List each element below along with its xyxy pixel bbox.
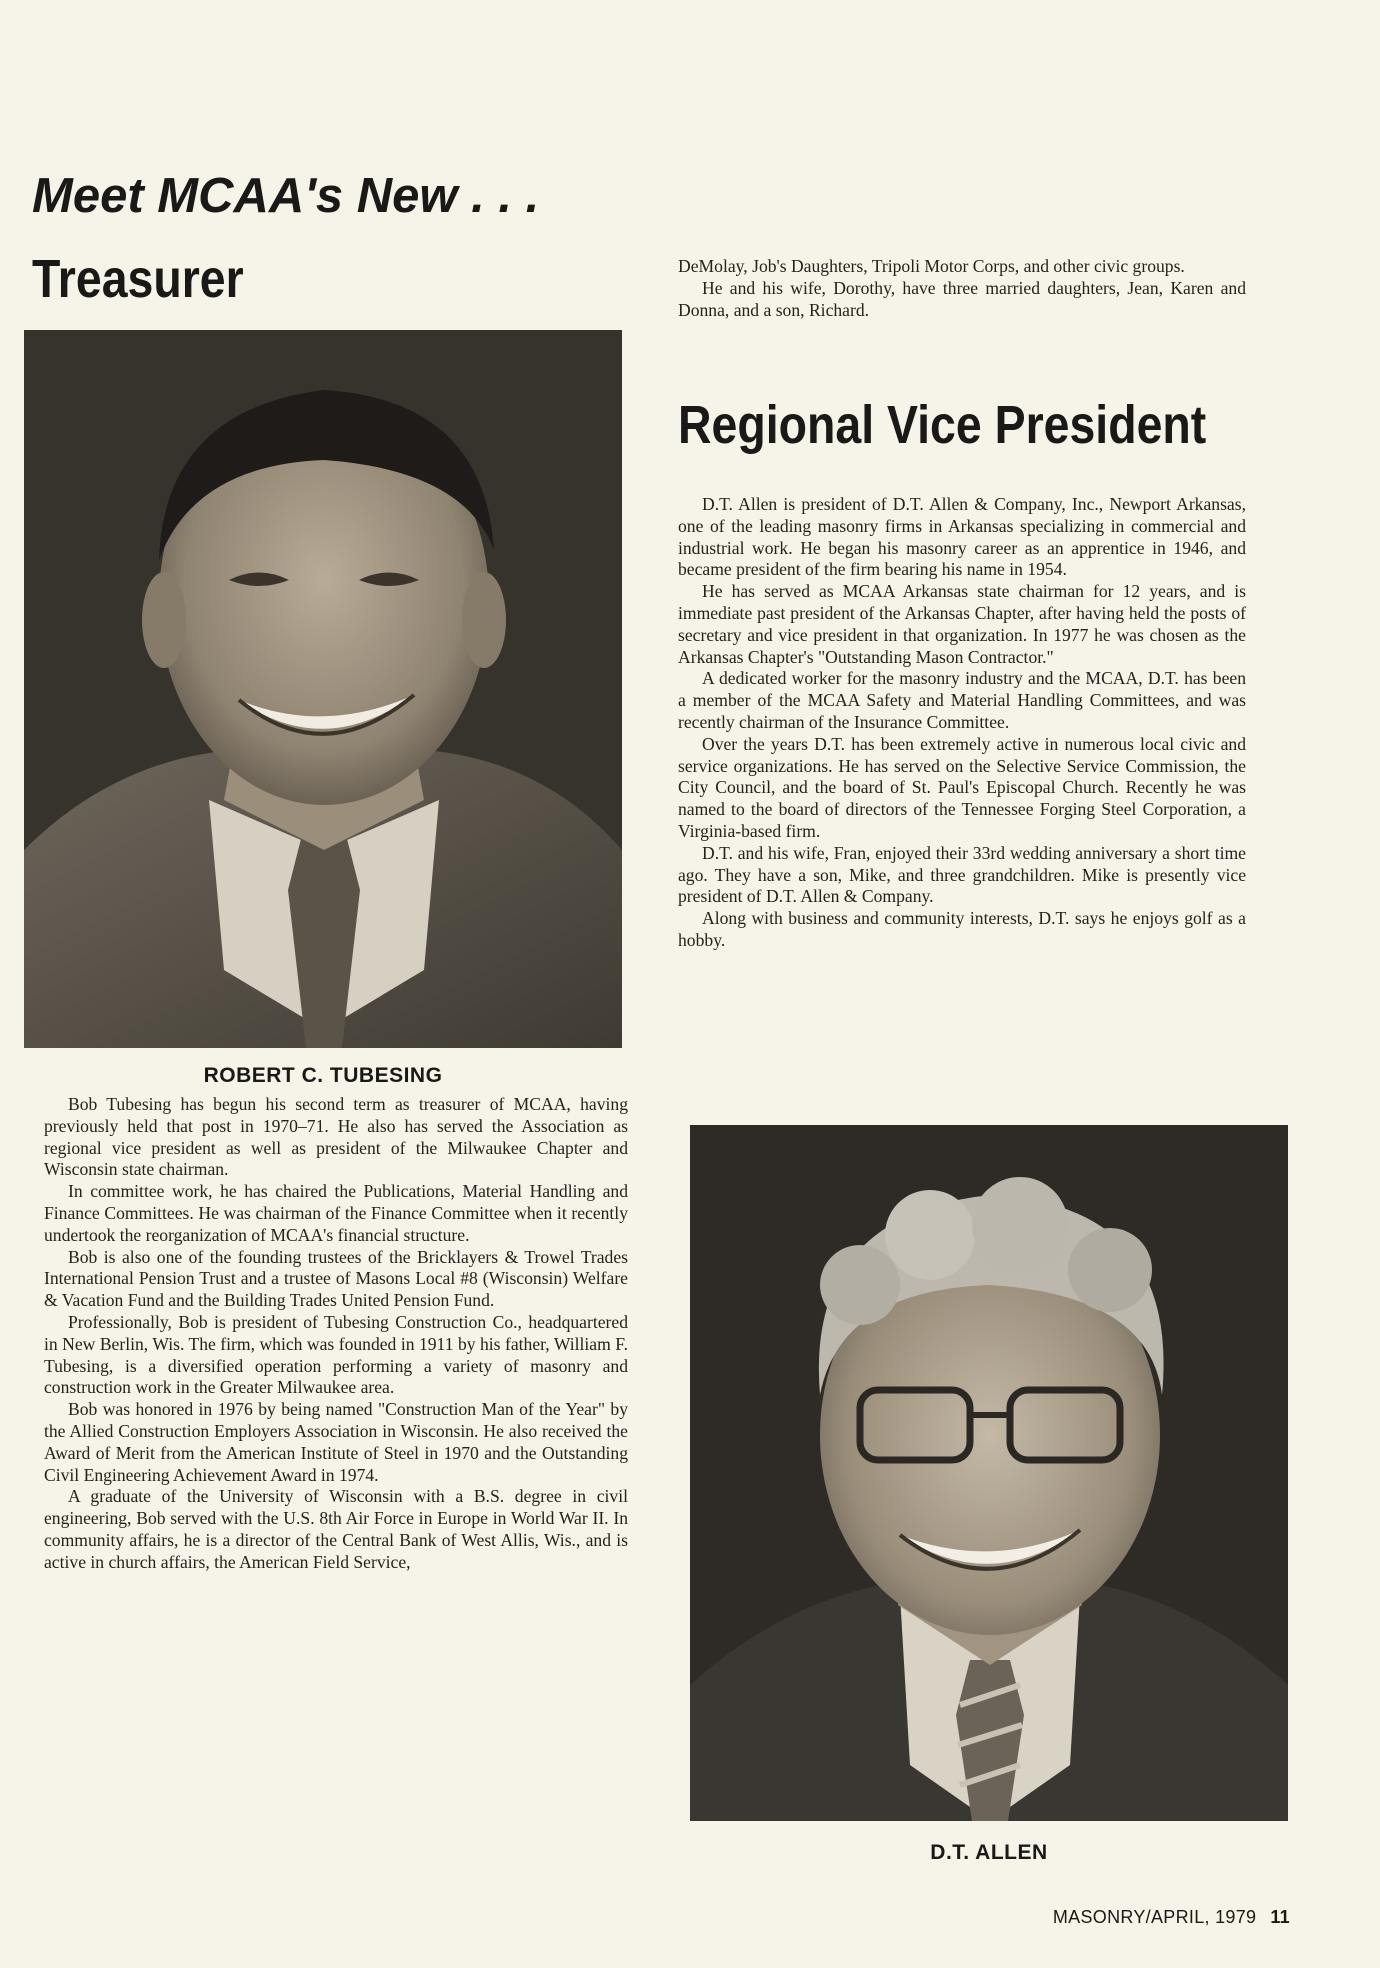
treasurer-continued-paragraph: He and his wife, Dorothy, have three married daughters, Jean, Karen and Donna, and a son, Richard. [678,277,1246,320]
regional-vp-paragraph: Over the years D.T. has been extremely active in numerous local civic and service organizations. He has served on the Selective Service Commission, the City Council, and the board of St. Paul's Episcopal Church. Recently he was named to the board of directors of the Tennessee Forging Steel Corporation, a Virginia-based firm. [678,733,1246,841]
treasurer-paragraph: Professionally, Bob is president of Tubesing Construction Co., headquartered in New Berlin, Wis. The firm, which was founded in 1911 by his father, William F. Tubesing, is a diversified operation performing a variety of masonry and construction work in the Greater Milwaukee area. [44,1311,628,1398]
treasurer-paragraph: A graduate of the University of Wisconsin with a B.S. degree in civil engineering, Bob served with the U.S. 8th Air Force in Europe in World War II. In community affairs, he is a director of the Central Bank of West Allis, Wis., and is active in church affairs, the American Field Service, [44,1486,628,1572]
treasurer-paragraph: Bob Tubesing has begun his second term as treasurer of MCAA, having previously held that post in 1970–71. He also has served the Association as regional vice president as well as president of the Milwaukee Chapter and Wisconsin state chairman. [44,1094,628,1180]
regional-vp-paragraph: A dedicated worker for the masonry industry and the MCAA, D.T. has been a member of the MCAA Safety and Material Handling Committees, and was recently chairman of the Insurance Committee. [678,668,1246,732]
regional-vp-paragraph: D.T. Allen is president of D.T. Allen & Company, Inc., Newport Arkansas, one of the leading masonry firms in Arkansas specializing in commercial and industrial work. He began his masonry career as an apprentice in 1946, and became president of the firm bearing his name in 1954. [678,494,1246,580]
treasurer-paragraph: In committee work, he has chaired the Publications, Material Handling and Finance Committees. He was chairman of the Finance Committee when it recently undertook the reorganization of MCAA's financial structure. [44,1181,628,1245]
page-number: 11 [1270,1907,1290,1927]
tubesing-caption: ROBERT C. TUBESING [203,1064,443,1087]
page-footer [1053,1907,1290,1928]
treasurer-paragraph: Bob was honored in 1976 by being named "Construction Man of the Year" by the Allied Construction Employers Association in Wisconsin. He also received the Award of Merit from the American Institute of Steel in 1970 and the Outstanding Civil Engineering Achievement Award in 1974. [44,1399,628,1485]
regional-vp-article-body [678,494,1246,952]
allen-portrait-photo [690,1125,1288,1821]
treasurer-section-title: Treasurer [32,249,244,309]
regional-vp-section-title: Regional Vice President [678,395,1207,455]
allen-portrait-illustration [690,1125,1288,1821]
treasurer-paragraph: Bob is also one of the founding trustees of the Bricklayers & Trowel Trades International Pension Trust and a trustee of Masons Local #8 (Wisconsin) Welfare & Vacation Fund and the Building Trades United Pension Fund. [44,1246,628,1311]
treasurer-article-continued [678,256,1246,321]
tubesing-portrait-photo [24,330,622,1048]
allen-caption: D.T. ALLEN [930,1841,1048,1864]
regional-vp-paragraph: Along with business and community interests, D.T. says he enjoys golf as a hobby. [678,908,1246,950]
page-kicker: Meet MCAA's New . . . [32,169,540,223]
regional-vp-paragraph: D.T. and his wife, Fran, enjoyed their 33rd wedding anniversary a short time ago. They have a son, Mike, and three grandchildren. Mike is presently vice president of D.T. Allen & Company. [678,842,1246,907]
regional-vp-paragraph: He has served as MCAA Arkansas state chairman for 12 years, and is immediate past president of the Arkansas Chapter, after having held the posts of secretary and vice president in that organization. In 1977 he was chosen as the Arkansas Chapter's "Outstanding Mason Contractor." [678,581,1246,667]
tubesing-portrait-illustration [24,330,622,1048]
publication-issue: MASONRY/APRIL, 1979 [1052,1907,1257,1927]
treasurer-continued-paragraph: DeMolay, Job's Daughters, Tripoli Motor Corps, and other civic groups. [678,256,1185,276]
treasurer-article-body [44,1094,628,1574]
